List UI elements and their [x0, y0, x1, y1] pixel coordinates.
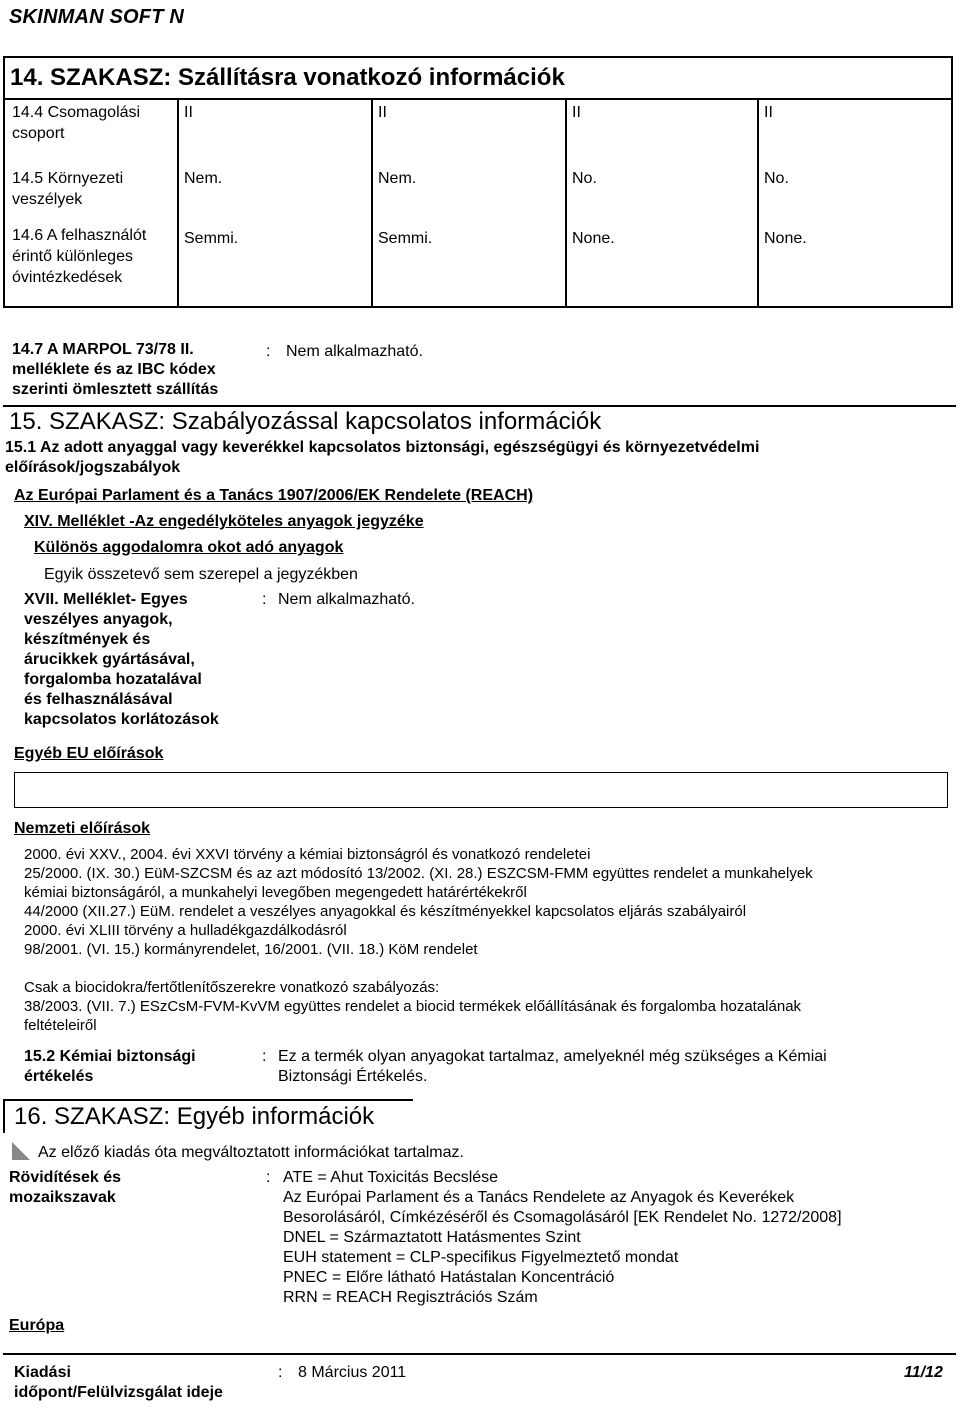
annex17-colon: :: [262, 591, 267, 608]
abbr-colon: :: [266, 1169, 271, 1186]
marpol-value: Nem alkalmazható.: [286, 343, 423, 360]
section15-rule: [3, 405, 956, 407]
section15-subheading: 15.1 Az adott anyaggal vagy keverékkel kapcsolatos biztonsági, egészségügyi és környezetvédelmi előírások/jogszabályok: [5, 439, 760, 476]
abbr-label: Rövidítések és mozaikszavak: [9, 1169, 122, 1206]
csa-label: 15.2 Kémiai biztonsági értékelés: [24, 1048, 196, 1085]
table-cell: Semmi.: [184, 230, 239, 247]
table-cell: II: [378, 104, 387, 121]
table-divider: [371, 98, 373, 308]
table-cell: No.: [572, 170, 597, 187]
changed-note: Az előző kiadás óta megváltoztatott információkat tartalmaz.: [38, 1144, 464, 1161]
annex17-value: Nem alkalmazható.: [278, 591, 415, 608]
table-row-label: 14.6 A felhasználót érintő különleges óvintézkedések: [12, 227, 147, 286]
page-number: 11/12: [904, 1364, 943, 1381]
table-cell: II: [184, 104, 193, 121]
table-divider: [565, 98, 567, 308]
annex17-label: XVII. Melléklet- Egyes veszélyes anyagok, készítmények és árucikkek gyártásával, forgalomba hozatalával és felhasználásával kapcsolatos korlátozások: [24, 591, 219, 728]
marpol-label: 14.7 A MARPOL 73/78 II. melléklete és az IBC kódex szerinti ömlesztett szállítás: [12, 341, 219, 398]
table-cell: II: [764, 104, 773, 121]
csa-colon: :: [262, 1048, 267, 1065]
csa-value: Ez a termék olyan anyagokat tartalmaz, amelyeknél még szükséges a Kémiai Biztonsági Értékelés.: [278, 1048, 827, 1085]
section16-title: 16. SZAKASZ: Egyéb információk: [14, 1103, 375, 1130]
abbr-list: ATE = Ahut Toxicitás Becslése Az Európai Parlament és a Tanács Rendelete az Anyagok és Keverékek Besorolásáról, Címkézéséről és Csomagolásáról [EK Rendelet No. 1272/2008] DNEL = Származtatott Hatásmentes Szint EUH statement = CLP-specifikus Figyelmeztető mondat PNEC = Előre látható Hatástalan Koncentráció RRN = REACH Regisztrációs Szám: [283, 1169, 842, 1306]
table-row-label: 14.5 Környezeti veszélyek: [12, 170, 124, 208]
footer-date: 8 Március 2011: [298, 1364, 407, 1381]
biocide-regulations: Csak a biocidokra/fertőtlenítőszerekre vonatkozó szabályozás: 38/2003. (VII. 7.) ESzCsM-FVM-KvVM együttes rendelet a biocid termékek előállításának és forgalomba hozatalának feltételeiről: [24, 979, 802, 1034]
footer-colon: :: [278, 1364, 283, 1381]
company-name: SKINMAN SOFT N: [9, 6, 185, 28]
table-divider: [177, 98, 179, 308]
section14-title: 14. SZAKASZ: Szállításra vonatkozó információk: [10, 64, 565, 91]
table-row-label: 14.4 Csomagolási csoport: [12, 104, 141, 142]
table-cell: Nem.: [378, 170, 417, 187]
marpol-colon: :: [266, 343, 271, 360]
svhc-text: Egyik összetevő sem szerepel a jegyzékben: [44, 566, 358, 583]
table-cell: None.: [764, 230, 807, 247]
table-cell: None.: [572, 230, 615, 247]
table-cell: II: [572, 104, 581, 121]
table-cell: Nem.: [184, 170, 223, 187]
annex14-heading: XIV. Melléklet -Az engedélyköteles anyagok jegyzéke: [24, 513, 424, 530]
national-regulations: 2000. évi XXV., 2004. évi XXVI törvény a kémiai biztonságról és vonatkozó rendeletei 25/2000. (IX. 30.) EüM-SZCSM és az azt módosító 13/2002. (XI. 28.) ESZCSM-FMM együttes rendelet a munkahelyek kémiai biztonságáról, a munkahelyi levegőben megengedett határértékekről 44/2000 (XII.27.) EüM. rendelet a veszélyes anyagokkal és készítményekkel kapcsolatos eljárás szabályairól 2000. évi XLIII törvény a hulladékgazdálkodásról 98/2001. (VI. 15.) kormányrendelet, 16/2001. (VII. 18.) KöM rendelet: [24, 846, 813, 958]
europe-heading: Európa: [9, 1317, 65, 1334]
svhc-heading: Különös aggodalomra okot adó anyagok: [34, 539, 344, 556]
change-marker-icon: [12, 1142, 30, 1160]
footer-rule: [3, 1353, 956, 1355]
national-heading: Nemzeti előírások: [14, 820, 151, 837]
table-cell: No.: [764, 170, 789, 187]
footer-label: Kiadási időpont/Felülvizsgálat ideje: [14, 1364, 223, 1401]
other-eu-heading: Egyéb EU előírások: [14, 745, 164, 762]
table-divider: [757, 98, 759, 308]
reach-heading: Az Európai Parlament és a Tanács 1907/2006/EK Rendelete (REACH): [14, 487, 534, 504]
other-eu-box: [14, 772, 948, 808]
section15-title: 15. SZAKASZ: Szabályozással kapcsolatos információk: [9, 408, 602, 435]
table-cell: Semmi.: [378, 230, 433, 247]
